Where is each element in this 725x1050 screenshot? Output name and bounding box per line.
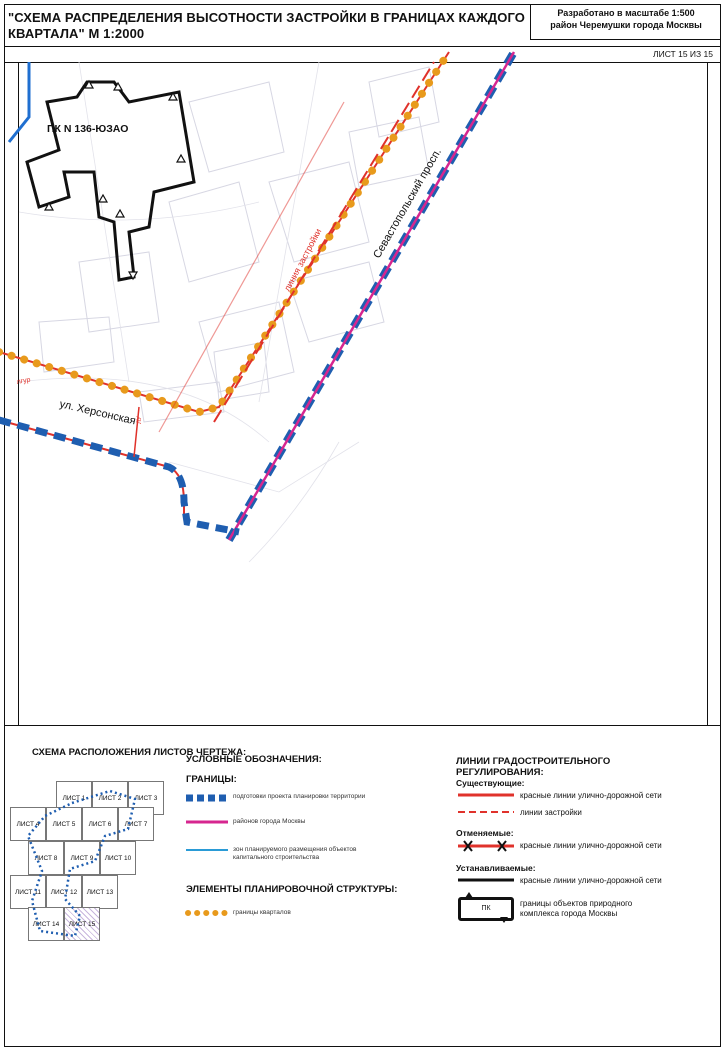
sheet-cell: ЛИСТ 6 bbox=[82, 807, 118, 841]
symbols-title: УСЛОВНЫЕ ОБОЗНАЧЕНИЯ: bbox=[186, 754, 322, 765]
quarter-label: границы кварталов bbox=[233, 909, 291, 916]
map-svg bbox=[16, 62, 709, 725]
sheet-cell: ЛИСТ 5 bbox=[46, 807, 82, 841]
sheet-cell: ЛИСТ 9 bbox=[64, 841, 100, 875]
existing-red-label: красные линии улично-дорожной сети bbox=[520, 791, 662, 800]
small-label-cross: ЛУ bbox=[137, 416, 143, 424]
quarter-swatch bbox=[184, 906, 230, 920]
pk-boundary bbox=[27, 82, 194, 280]
sheet-cell: ЛИСТ 4 bbox=[10, 807, 46, 841]
sheet-cell: ЛИСТ 14 bbox=[28, 907, 64, 941]
sheet-cell: ЛИСТ 3 bbox=[128, 781, 164, 815]
building-line-label: линия застройки bbox=[281, 226, 324, 293]
existing-swatches bbox=[456, 790, 516, 822]
sheet-layout-title: СХЕМА РАСПОЛОЖЕНИЯ ЛИСТОВ ЧЕРТЕЖА: bbox=[32, 747, 247, 758]
border-district-label: районов города Москвы bbox=[233, 818, 306, 825]
regulation-title: ЛИНИИ ГРАДОСТРОИТЕЛЬНОГО РЕГУЛИРОВАНИЯ: bbox=[456, 756, 611, 778]
pk-legend-label: ПК bbox=[481, 905, 491, 912]
drawing-title: "СХЕМА РАСПРЕДЕЛЕНИЯ ВЫСОТНОСТИ ЗАСТРОЙКИ В ГРАНИЦАХ КАЖДОГО КВАРТАЛА" М 1:2000 bbox=[8, 10, 525, 41]
cancelled-swatch bbox=[456, 838, 516, 854]
established-label: красные линии улично-дорожной сети bbox=[520, 876, 662, 885]
street-label-sevastopolsky: Севастопольский просп. bbox=[371, 146, 444, 261]
sheet-cell: ЛИСТ 13 bbox=[82, 875, 118, 909]
established-title: Устанавливаемые: bbox=[456, 863, 536, 873]
sheet-cell: ЛИСТ 1 bbox=[56, 781, 92, 815]
district-text: район Черемушки города Москвы bbox=[550, 20, 702, 30]
established-swatch bbox=[456, 874, 516, 886]
sheet-cell: ЛИСТ 2 bbox=[92, 781, 128, 815]
borders-title: ГРАНИЦЫ: bbox=[186, 774, 237, 785]
small-label-left: лгур bbox=[16, 376, 32, 386]
border-zones-label: зон планируемого размещения объектов капитального строительства bbox=[233, 846, 357, 861]
district-boundary bbox=[229, 52, 514, 540]
cancelled-label: красные линии улично-дорожной сети bbox=[520, 841, 662, 850]
background-paths bbox=[19, 62, 359, 562]
map-area bbox=[18, 62, 708, 725]
sheet-cell: ЛИСТ 8 bbox=[28, 841, 64, 875]
sheet-cell: ЛИСТ 11 bbox=[10, 875, 46, 909]
scale-box bbox=[530, 4, 721, 40]
pk-label: ПК N 136-ЮЗАО bbox=[47, 123, 129, 135]
sheet-cell: ЛИСТ 10 bbox=[100, 841, 136, 875]
header-divider bbox=[4, 46, 721, 47]
sheet-layout-outline bbox=[10, 781, 170, 951]
existing-building-label: линии застройки bbox=[520, 808, 582, 817]
scale-text: Разработано в масштабе 1:500 bbox=[557, 8, 695, 18]
sheet-cell-current: ЛИСТ 15 bbox=[64, 907, 100, 941]
pk-description: границы объектов природного комплекса города Москвы bbox=[520, 899, 633, 918]
quarter-boundary-dots bbox=[0, 52, 449, 412]
street-label-khersonskaya: ул. Херсонская bbox=[58, 398, 137, 428]
borders-swatches bbox=[184, 790, 230, 880]
border-planning-label: подготовки проекта планировки территории bbox=[233, 793, 366, 800]
sheet-cell: ЛИСТ 12 bbox=[46, 875, 82, 909]
street-axis bbox=[159, 102, 344, 432]
quarter-boundary-line bbox=[0, 52, 449, 412]
sheet-number: ЛИСТ 15 ИЗ 15 bbox=[653, 49, 713, 59]
legend-divider bbox=[4, 725, 721, 726]
cancelled-title: Отменяемые: bbox=[456, 828, 514, 838]
sheet-cell: ЛИСТ 7 bbox=[118, 807, 154, 841]
khersonskaya-planning-border bbox=[0, 420, 239, 532]
pk-legend-markers bbox=[458, 891, 516, 925]
existing-title: Существующие: bbox=[456, 778, 525, 788]
khersonskaya-red-line bbox=[0, 420, 184, 517]
structure-title: ЭЛЕМЕНТЫ ПЛАНИРОВОЧНОЙ СТРУКТУРЫ: bbox=[186, 884, 398, 895]
